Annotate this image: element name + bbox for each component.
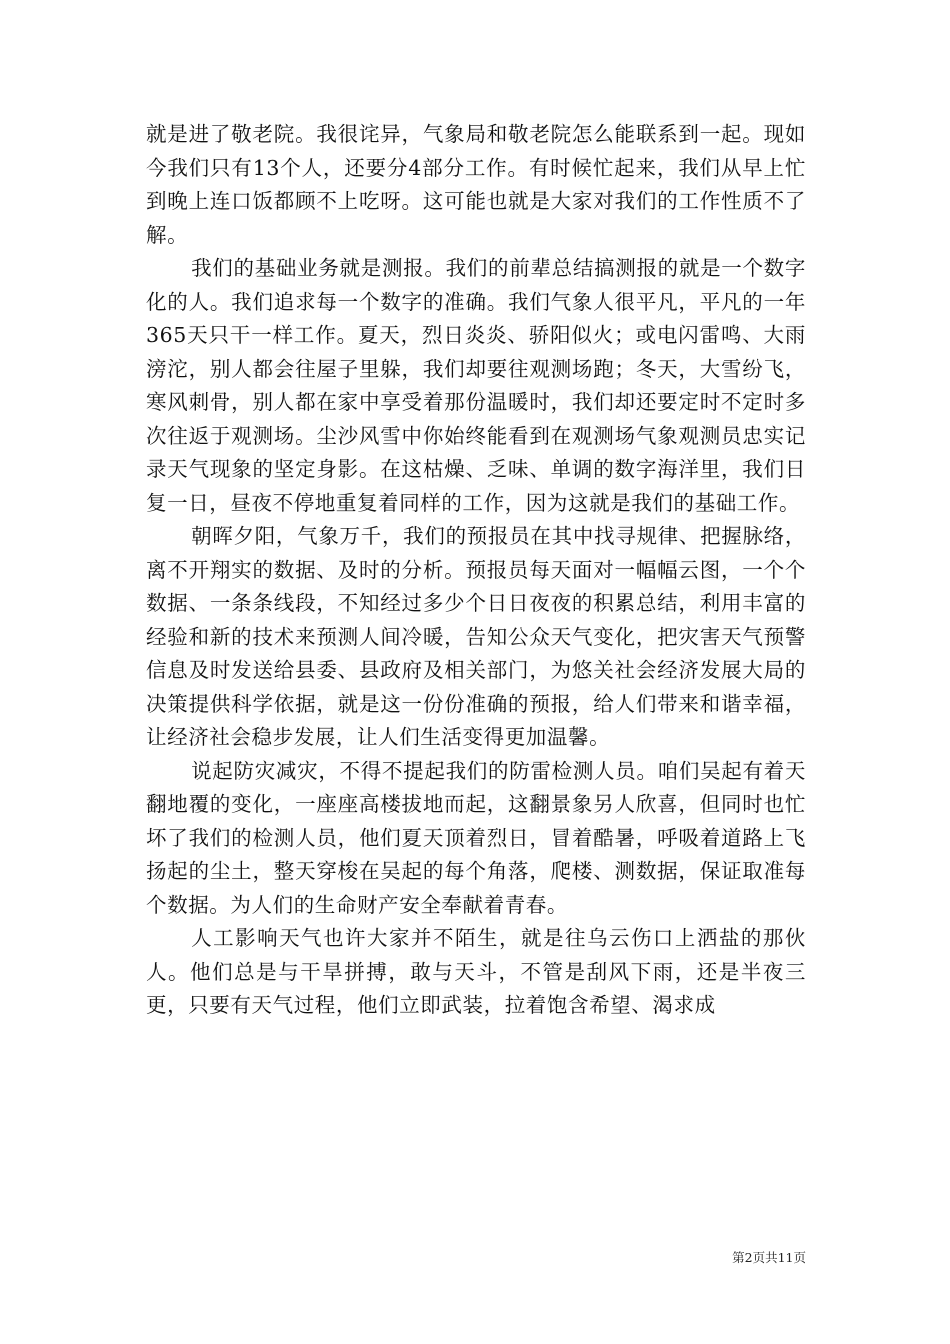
page-number-footer: 第2页共11页 bbox=[732, 1250, 806, 1265]
paragraph-3: 朝晖夕阳，气象万千，我们的预报员在其中找寻规律、把握脉络，离不开翔实的数据、及时的分析。预报员每天面对一幅幅云图，一个个数据、一条条线段，不知经过多少个日日夜夜的积累总结，利用丰富的经验和新的技术来预测人间冷暖，告知公众天气变化，把灾害天气预警信息及时发送给县委、县政府及相关部门，为悠关社会经济发展大局的决策提供科学依据，就是这一份份准确的预报，给人们带来和谐幸福，让经济社会稳步发展，让人们生活变得更加温馨。 bbox=[146, 524, 806, 749]
paragraph-5: 人工影响天气也许大家并不陌生，就是往乌云伤口上洒盐的那伙人。他们总是与干旱拼搏，敢与天斗，不管是刮风下雨，还是半夜三更，只要有天气过程，他们立即武装，拉着饱含希望、渴求成 bbox=[146, 926, 806, 1017]
paragraph-4: 说起防灾减灾，不得不提起我们的防雷检测人员。咱们吴起有着天翻地覆的变化，一座座高楼拔地而起，这翻景象另人欣喜，但同时也忙坏了我们的检测人员，他们夏天顶着烈日，冒着酷暑，呼吸着道路上飞扬起的尘土，整天穿梭在吴起的每个角落，爬楼、测数据，保证取准每个数据。为人们的生命财产安全奉献着青春。 bbox=[146, 758, 806, 917]
paragraph-1: 就是进了敬老院。我很诧异，气象局和敬老院怎么能联系到一起。现如今我们只有13个人，还要分4部分工作。有时候忙起来，我们从早上忙到晚上连口饭都顾不上吃呀。这可能也就是大家对我们的工作性质不了解。 bbox=[146, 122, 806, 247]
paragraph-2: 我们的基础业务就是测报。我们的前辈总结搞测报的就是一个数字化的人。我们追求每一个数字的准确。我们气象人很平凡，平凡的一年365天只干一样工作。夏天，烈日炎炎、骄阳似火；或电闪雷鸣、大雨滂沱，别人都会往屋子里躲，我们却要往观测场跑；冬天，大雪纷飞，寒风刺骨，别人都在家中享受着那份温暖时，我们却还要定时不定时多次往返于观测场。尘沙风雪中你始终能看到在观测场气象观测员忠实记录天气现象的坚定身影。在这枯燥、乏味、单调的数字海洋里，我们日复一日，昼夜不停地重复着同样的工作，因为这就是我们的基础工作。 bbox=[146, 256, 806, 515]
body-text bbox=[146, 118, 806, 1023]
